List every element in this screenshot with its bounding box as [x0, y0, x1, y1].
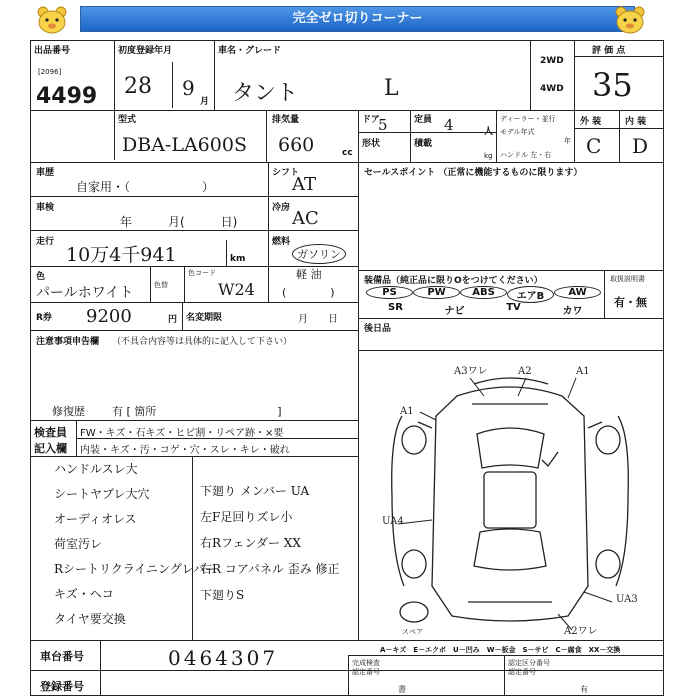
damage-legend: A－キズ E－エクボ U－凹み W－板金 S－サビ C－腐食 XX－交換 — [380, 646, 621, 654]
recycle-value: 9200 — [86, 306, 132, 327]
door-value: 5 — [378, 116, 388, 134]
chassis-label: 車台番号 — [40, 650, 84, 663]
color-label: 色 — [36, 272, 46, 282]
inspector-row-2: 内装・キズ・汚・コゲ・穴・スレ・キレ・破れ — [80, 445, 290, 456]
remark-line: 下廻りS — [200, 588, 245, 602]
plate-label: 登録番号 — [40, 680, 84, 693]
car-grade: L — [384, 76, 399, 101]
bear-mascot-right-icon — [612, 5, 648, 35]
capacity-unit: 人 — [484, 127, 494, 137]
load-label: 積載 — [414, 139, 433, 149]
drive-2wd: 2WD — [540, 56, 564, 66]
color-code-value: W24 — [218, 280, 255, 299]
lot-sub: [2096] — [38, 68, 62, 76]
fuel-diesel: 軽 油 — [296, 268, 322, 281]
displacement-unit: cc — [342, 148, 353, 158]
car-name-label: 車名・グレード — [218, 46, 282, 56]
name-change-label: 名変期限 — [186, 313, 223, 323]
equipment-item: PS — [366, 286, 413, 299]
registration-month: 9 — [182, 76, 195, 100]
color-code-label: 色コード — [188, 269, 216, 277]
shape-label: 形状 — [362, 139, 381, 149]
remark-line: タイヤ要交換 — [54, 612, 126, 626]
remark-line: ハンドルスレ大 — [54, 462, 138, 476]
model-value: DBA-LA600S — [122, 134, 247, 156]
color-value: パールホワイト — [36, 285, 134, 301]
exterior-value: C — [586, 134, 602, 158]
model-label: 型式 — [118, 115, 137, 125]
lot-label: 出品番号 — [34, 46, 71, 56]
recycle-unit: 円 — [168, 315, 178, 325]
cert-value: 書 — [398, 685, 406, 694]
sales-point-label: セールスポイント （正常に機能するものに限ります） — [364, 168, 583, 178]
car-name: タント — [232, 81, 299, 106]
remark-line: オーディオレス — [54, 512, 137, 526]
repair-value: 有 [ 箇所 ] — [112, 405, 282, 418]
vehicle-diagram — [362, 356, 660, 636]
displacement-label: 排気量 — [272, 115, 300, 125]
registration-year: 28 — [124, 74, 152, 99]
remark-line: キズ・ヘコ — [54, 587, 114, 601]
remark-line: Rシートリクライニングレバー — [54, 562, 217, 576]
fuel-paren: ( ) — [282, 286, 335, 299]
class-label: 認定区分番号 — [508, 659, 550, 667]
equipment-item: AW — [554, 286, 601, 299]
diagram-annotation: A2ワレ — [564, 626, 598, 636]
registration-label: 初度登録年月 — [118, 46, 173, 56]
remark-line: 右R コアパネル 歪み 修正 — [200, 562, 340, 576]
repair-label: 修復歴 — [52, 405, 85, 418]
cert-sub: 認定番号 — [352, 668, 380, 676]
diagram-annotation: A3ワレ — [454, 366, 488, 377]
equipment-item: エアB — [507, 286, 554, 303]
dealer-label: ディーラー・並行 — [500, 115, 556, 123]
manual-value: 有・無 — [614, 296, 647, 309]
remark-line: 下廻り メンバー UA — [200, 484, 310, 498]
equipment-item: TV — [506, 302, 521, 313]
fuel-gasoline: ガソリン — [292, 244, 346, 264]
registration-month-unit: 月 — [200, 97, 210, 107]
remark-line: 荷室汚レ — [54, 537, 103, 551]
history-label: 車歴 — [36, 168, 55, 178]
manual-label: 取扱説明書 — [610, 275, 645, 283]
capacity-label: 定員 — [414, 115, 433, 125]
shift-label: シフト — [272, 168, 300, 178]
aircon-value: AC — [292, 208, 319, 229]
model-year-unit: 年 — [564, 137, 571, 145]
fuel-label: 燃料 — [272, 237, 291, 247]
back-seat-label: 後日品 — [364, 324, 392, 334]
remark-line: シートヤブレ大穴 — [54, 487, 150, 501]
diagram-annotation: A2 — [518, 366, 532, 377]
score-label: 評 価 点 — [592, 46, 626, 56]
diagram-annotation: A1 — [576, 366, 590, 377]
door-label: ドア — [362, 115, 380, 125]
class-value: 有 — [580, 685, 588, 694]
score-value: 35 — [592, 66, 633, 104]
aircon-label: 冷房 — [272, 203, 291, 213]
chassis-value: 0464307 — [168, 646, 279, 670]
inspector-label-2: 記入欄 — [34, 442, 67, 455]
equipment-item: カワ — [562, 306, 583, 317]
exterior-label: 外 装 — [580, 117, 602, 127]
mileage-label: 走行 — [36, 237, 55, 247]
capacity-value: 4 — [444, 116, 454, 134]
diagram-annotation: UA3 — [616, 594, 638, 605]
displacement-value: 660 — [278, 134, 315, 156]
inspector-row-1: FW・キズ・石キズ・ヒビ割・リペア跡・×要 — [80, 428, 284, 439]
equipment-item: ABS — [460, 286, 507, 299]
interior-label: 内 装 — [625, 117, 647, 127]
inspector-label-1: 検査員 — [34, 426, 67, 439]
equipment-row-1 — [366, 286, 602, 300]
inspection-label: 車検 — [36, 203, 55, 213]
handle-label: ハンドル 左・右 — [500, 151, 552, 159]
bear-mascot-left-icon — [34, 5, 70, 35]
diagram-annotation: UA4 — [382, 516, 404, 527]
cert-label: 完成検査 — [352, 659, 380, 667]
history-value: 自家用・（ ） — [76, 180, 215, 194]
color-tone-label: 色替 — [154, 281, 168, 289]
model-year-label: モデル年式 — [500, 128, 535, 136]
load-unit: kg — [484, 152, 493, 160]
name-change-value: 月 日 — [298, 314, 338, 325]
remark-line: 右Rフェンダー XX — [200, 536, 301, 550]
class-sub: 認定番号 — [508, 668, 536, 676]
equipment-label: 装備品（純正品に限りOをつけてください） — [364, 276, 543, 286]
diagram-annotation: スペア — [402, 628, 423, 636]
mileage-value: 10万4千941 — [66, 244, 177, 266]
shift-value: AT — [292, 174, 317, 195]
recycle-label: R券 — [36, 313, 52, 323]
page-banner: 完全ゼロ切りコーナー — [80, 6, 635, 32]
mileage-unit: km — [230, 254, 246, 264]
equipment-item: SR — [388, 302, 403, 313]
diagram-annotation: A1 — [400, 406, 414, 417]
equipment-item: ナビ — [444, 306, 465, 317]
notes-label: 注意事項申告欄 — [36, 337, 100, 347]
drive-4wd: 4WD — [540, 84, 564, 94]
notes-hint: （不具合内容等は具体的に記入して下さい） — [112, 337, 293, 347]
remark-line: 左F足回りズレ小 — [200, 510, 293, 524]
interior-value: D — [632, 134, 649, 158]
inspection-value: 年 月( 日) — [120, 215, 238, 229]
equipment-item: PW — [413, 286, 460, 299]
equipment-row-2 — [366, 302, 602, 316]
lot-number: 4499 — [36, 84, 98, 109]
